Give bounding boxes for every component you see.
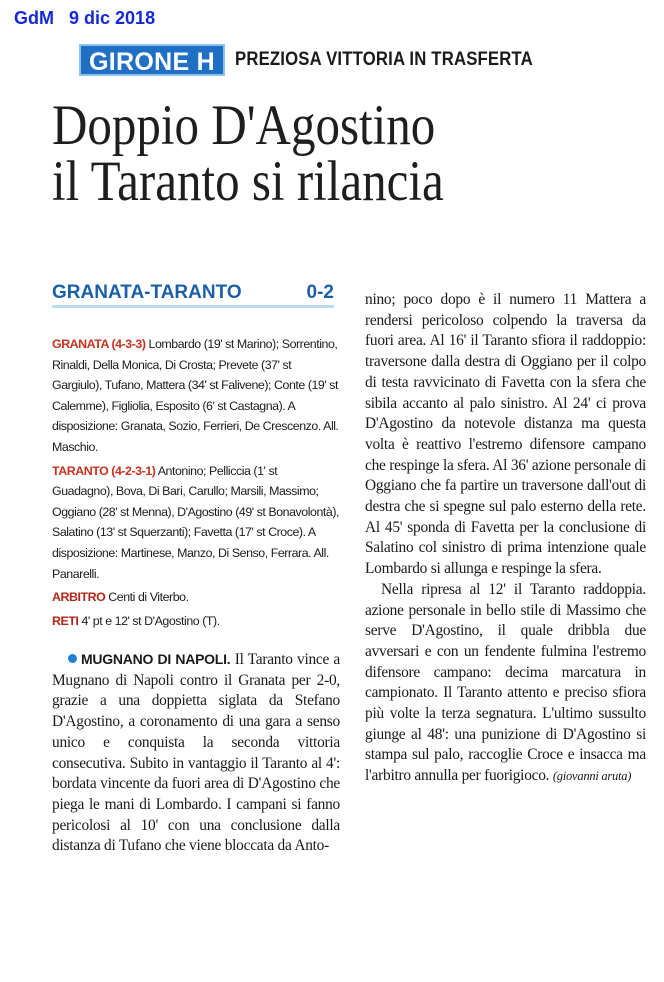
lineup-taranto-text: Antonino; Pelliccia (1' st Guadagno), Bova, Di Bari, Carullo; Marsili, Massimo; Oggiano (28' st Menna), D'Agostino (49' st Bonavolontà), Salatino (13' st Squerzanti); Favetta (17' st Croce). A disposizione: Martinese, Manzo, Di Senso, Ferrara. All. Panarelli. [52,463,340,581]
section-kicker: PREZIOSA VITTORIA IN TRASFERTA [235,49,533,70]
lineups-box [52,334,340,634]
article-column-1 [52,649,340,857]
source-paper: GdM [14,8,54,28]
lineup-taranto-team: TARANTO (4-2-3-1) [52,463,156,478]
goals-text: 4' pt e 12' st D'Agostino (T). [81,613,220,628]
section-label: GIRONE H [79,44,225,76]
article-column-2 [365,290,646,787]
lineup-taranto [52,461,340,585]
headline-line-2: il Taranto si rilancia [52,150,444,213]
headline-line-1: Doppio D'Agostino [52,94,436,157]
referee-text: Centi di Viterbo. [108,590,189,605]
article-dateline: MUGNANO DI NAPOLI. [81,651,231,667]
match-teams: GRANATA-TARANTO [52,282,242,303]
match-score-bar [52,281,334,308]
referee-label: ARBITRO [52,590,106,605]
article-paragraph-2: nino; poco dopo è il numero 11 Mattera a rendersi pericoloso colpendo la traversa da fuori area. Al 16' il Taranto sfiora il raddoppio: traversone dalla destra di Oggiano per il colpo di testa ravvicinato di Favetta con la sfera che sibila accanto al palo sinistro. Al 24' ci prova D'Agostino da notevole distanza ma questa volta è reattivo l'estremo difensore campano che respinge la sfera. Al 36' azione personale di Oggiano che fa partire un traversone dall'out di destra che si spegne sul palo esterno della rete. Al 45' sponda di Favetta per la conclusione di Salatino col sinistro di prima intenzione quale Lombardo si allunga e respinge la sfera. [365,291,646,578]
article-paragraph-1 [52,649,340,857]
bullet-dot-icon [68,654,77,663]
source-date: 9 dic 2018 [69,8,156,28]
referee-line [52,587,340,608]
match-result: 0-2 [306,282,334,303]
goals-line [52,611,340,632]
lineup-granata [52,334,340,458]
goals-label: RETI [52,613,79,628]
article-paragraph-3 [365,580,646,787]
article-signature: (giovanni aruta) [552,769,632,784]
lineup-granata-team: GRANATA (4-3-3) [52,337,146,351]
article-col1-text: Il Taranto vince a Mugnano di Napoli contro il Granata per 2-0, grazie a una doppietta siglata da Stefano D'Agostino, a coronamento di una gara a senso unico e conquista la seconda vittoria consecutiva. Subito in vantaggio il Taranto al 4': bordata vincente da fuori area di D'Agostino che piega le mani di Lombardo. I campani si fanno pericolosi al 10' con una conclusione dalla distanza di Tufano che viene bloccata da Anto- [52,651,340,855]
source-stamp [14,8,155,29]
lineup-granata-text: Lombardo (19' st Marino); Sorrentino, Rinaldi, Della Monica, Di Crosta; Prevete (37' st Gargiulo), Tufano, Mattera (34' st Falivene); Conte (19' st Calemme), Figliolia, Esposito (6' st Castagna). A disposizione: Granata, Sozio, Ferrieri, De Crescenzo. All. Maschio. [52,337,339,454]
headline [52,94,652,213]
section-band [79,44,574,76]
article-col2-p2-text: Nella ripresa al 12' il Taranto raddoppia. azione personale in bello stile di Massimo che serve D'Agostino, il quale dribbla due avversari e con un fendente fulmina l'estremo difensore campano: decima marcatura in campionato. Il Taranto attento e preciso sfiora più volte la terza segnatura. L'ultimo sussulto giunge al 48': una punizione di D'Agostino si stampa sul palo, raccoglie Croce e insacca ma l'arbitro annulla per fuorigioco. [365,580,646,785]
